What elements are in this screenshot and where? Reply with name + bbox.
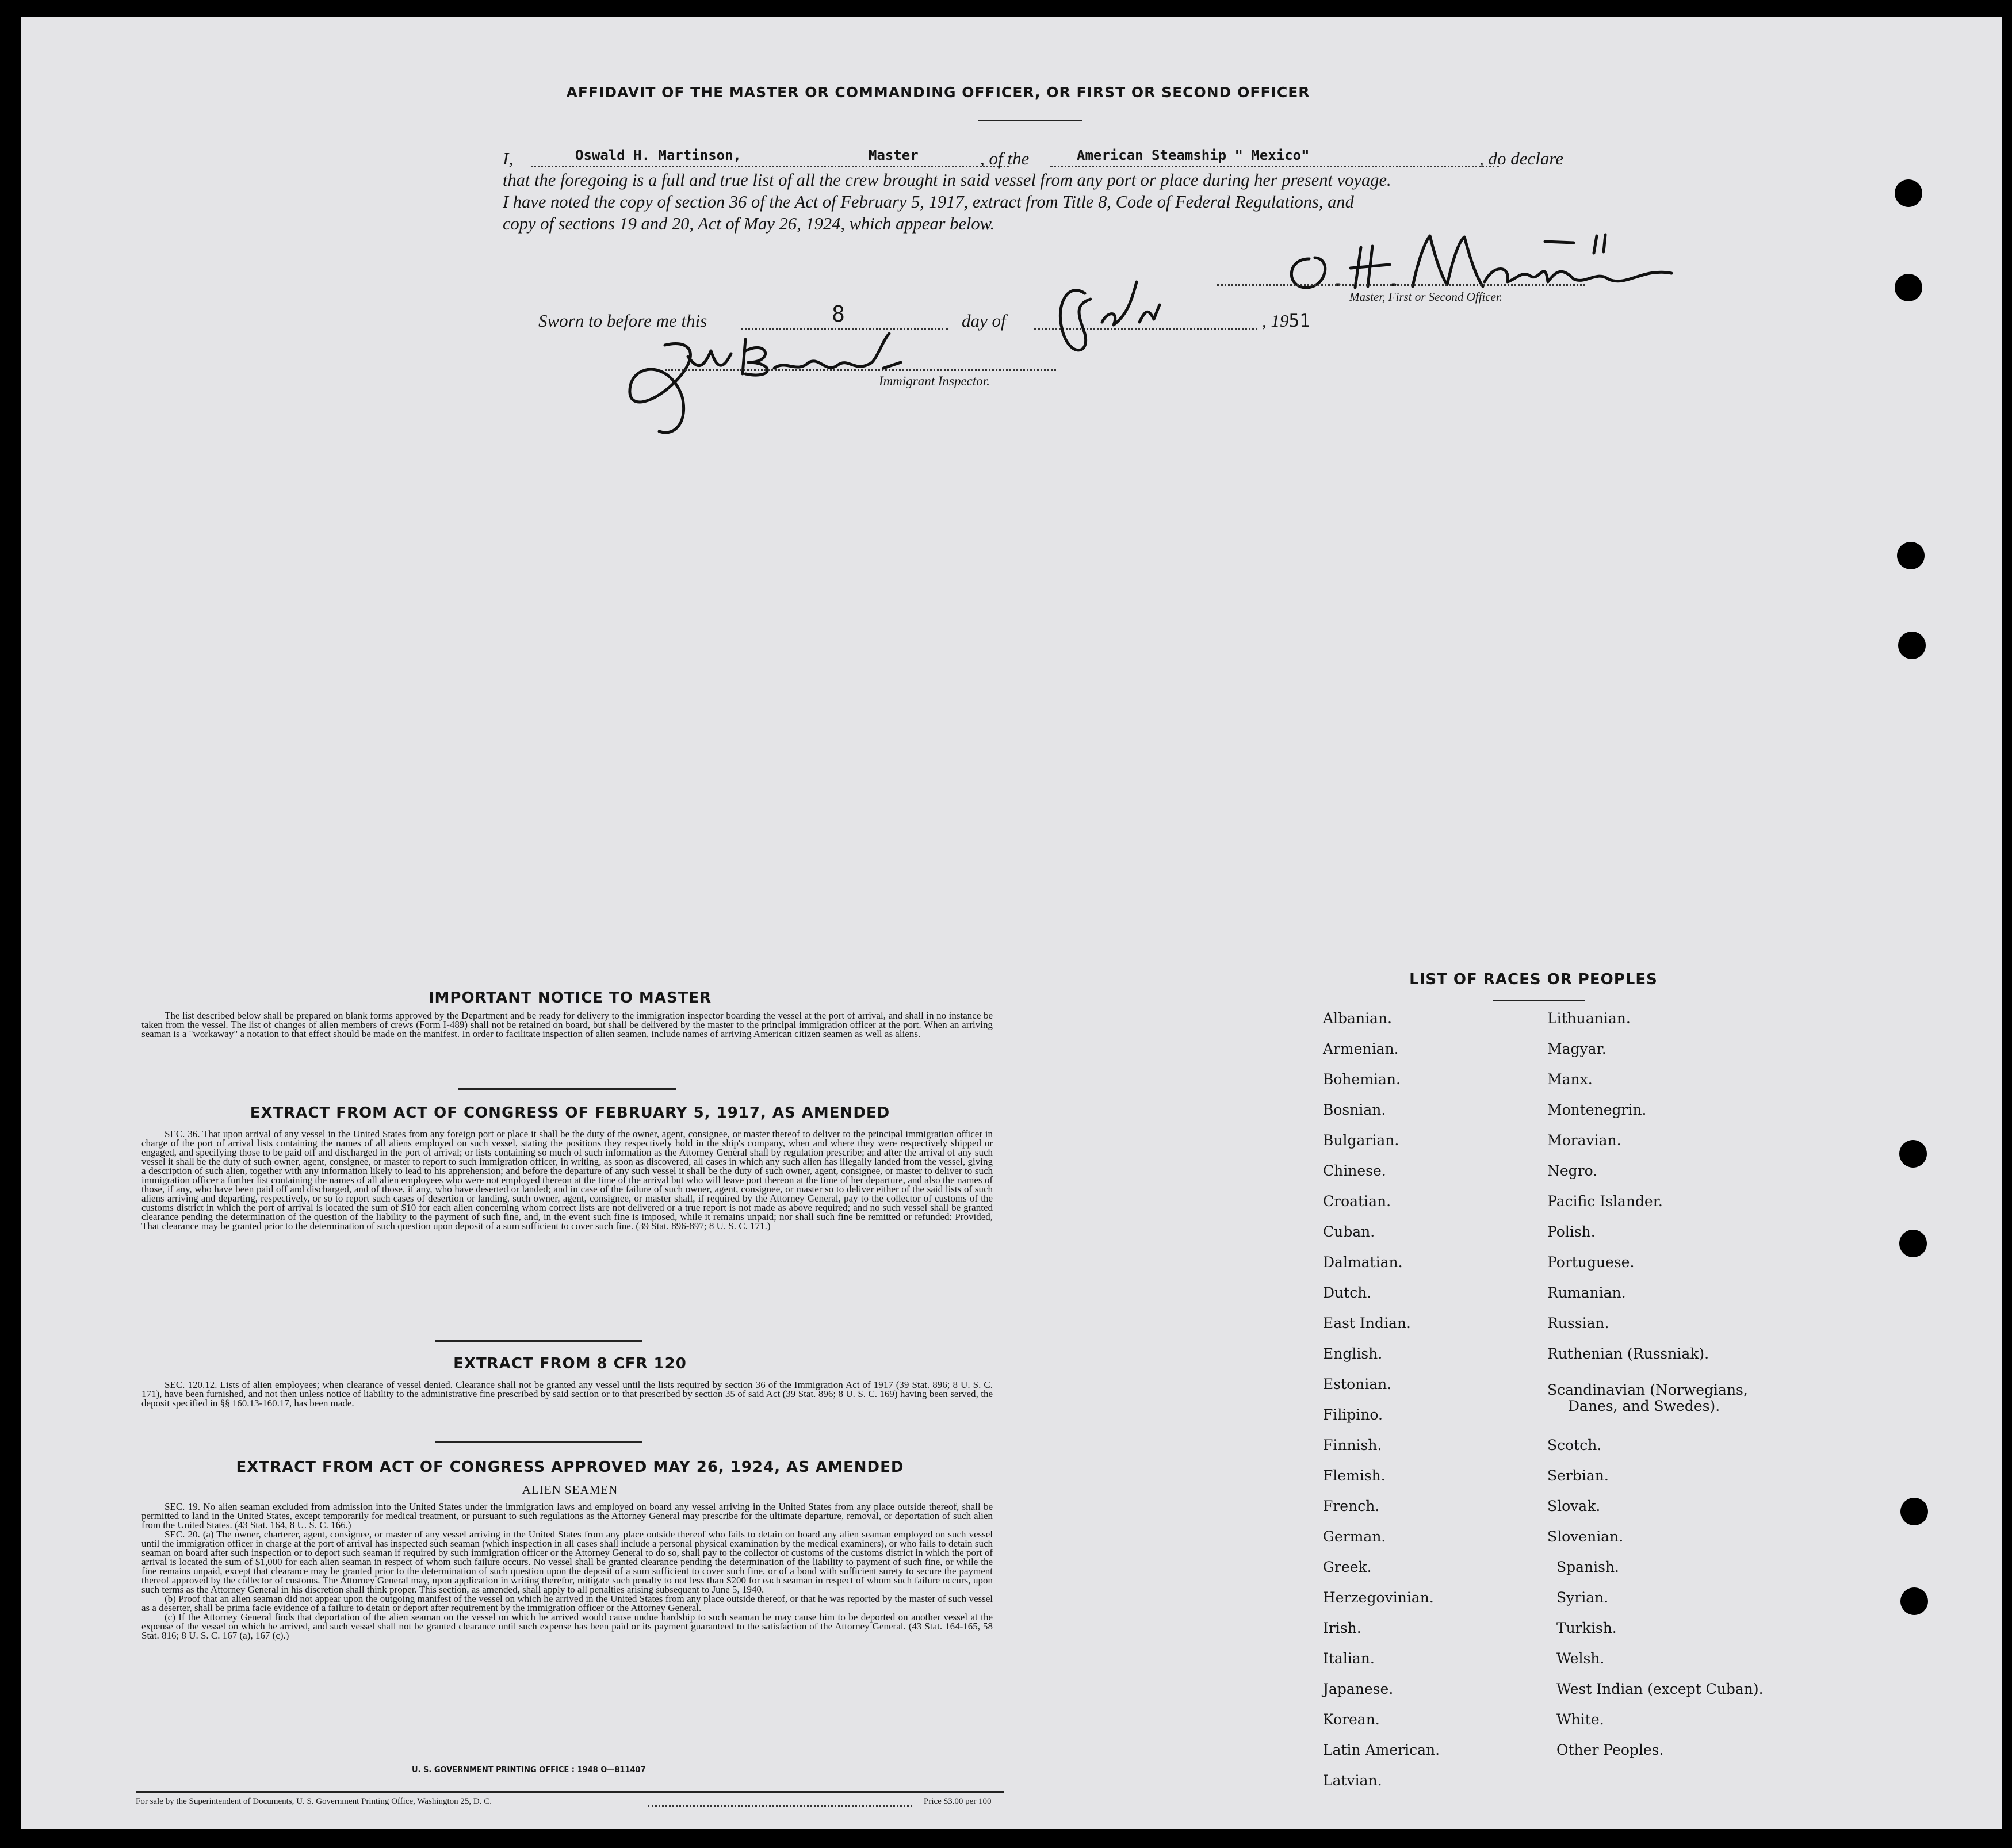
race-right-item: Ruthenian (Russniak). xyxy=(1547,1345,1709,1362)
vessel-line xyxy=(1050,166,1499,167)
race-left-item: Flemish. xyxy=(1323,1467,1386,1484)
race-left-item: Latin American. xyxy=(1323,1742,1440,1758)
race-left-item: Irish. xyxy=(1323,1620,1361,1636)
race-right-item: Portuguese. xyxy=(1547,1254,1635,1271)
binder-hole xyxy=(1898,632,1926,659)
race-left-item: Greek. xyxy=(1323,1559,1372,1575)
race-left-item: East Indian. xyxy=(1323,1315,1411,1332)
extract-1924-title: EXTRACT FROM ACT OF CONGRESS APPROVED MAY 26, 1924, AS AMENDED xyxy=(236,1459,904,1476)
race-right-item: Lithuanian. xyxy=(1547,1010,1631,1027)
do-declare-label: , do declare xyxy=(1479,148,1564,169)
race-left-item: Bosnian. xyxy=(1323,1101,1386,1118)
race-right-item: Other Peoples. xyxy=(1556,1742,1664,1758)
race-right-item: Slovak. xyxy=(1547,1498,1601,1514)
footer-dots xyxy=(648,1805,912,1807)
race-left-item: Albanian. xyxy=(1323,1010,1393,1027)
year-prefix: , 19 xyxy=(1262,311,1289,331)
races-title: LIST OF RACES OR PEOPLES xyxy=(1409,971,1658,988)
binder-hole xyxy=(1895,274,1922,301)
race-right-item: Russian. xyxy=(1547,1315,1609,1332)
printing-office: U. S. GOVERNMENT PRINTING OFFICE : 1948 O—811407 xyxy=(412,1766,646,1774)
year-suffix: 51 xyxy=(1288,311,1310,331)
footer-rule xyxy=(136,1791,1004,1793)
race-left-item: Herzegovinian. xyxy=(1323,1589,1434,1606)
of-the-label: , of the xyxy=(980,148,1030,169)
race-right-item: Pacific Islander. xyxy=(1547,1193,1663,1210)
sworn-label: Sworn to before me this xyxy=(538,311,707,331)
extract-1924-block xyxy=(141,1502,993,1640)
day-of-label: day of xyxy=(962,311,1006,331)
race-left-item: Latvian. xyxy=(1323,1772,1382,1789)
month-handwriting xyxy=(1045,270,1171,362)
race-left-item: German. xyxy=(1323,1528,1386,1545)
race-right-item: Polish. xyxy=(1547,1223,1596,1240)
race-left-item: Estonian. xyxy=(1323,1376,1392,1392)
race-right-item: Negro. xyxy=(1547,1162,1598,1179)
affidavit-title: AFFIDAVIT OF THE MASTER OR COMMANDING OFFICER, OR FIRST OR SECOND OFFICER xyxy=(566,84,1310,101)
race-left-item: Bohemian. xyxy=(1323,1071,1401,1088)
race-left-item: Japanese. xyxy=(1323,1681,1394,1697)
inspector-signature-line xyxy=(665,369,1056,371)
sec-20a-text: SEC. 20. (a) The owner, charterer, agent, consignee, or master of any vessel arriving in the United States from any place outside thereof who fails to detain on board any alien seaman employed on such vessel until the immigration officer in charge at the port of arrival has inspected such seaman (which inspection in all cases shall include a personal physical examination by the medical examiners), or who fails to detain such seaman on board after such inspection or to deport such seaman if required by such immigration officer or the Attorney General to do so, shall pay to the collector of customs of the customs district in which the port of arrival is located the sum of $1,000 for each alien seaman in respect of whom such failure occurs. No vessel shall be granted clearance pending the determination of the liability to payment of such fine, or while the fine remains unpaid, except that clearance may be granted prior to the determination of such question upon the deposit of a sum sufficient to cover such fine, or of a bond with sufficient surety to secure the payment thereof approved by the collector of customs. The Attorney General may, upon application in writing therefor, mitigate such penalty to not less than $200 for each seaman in respect of whom such failure occurs, upon such terms as the Attorney General in his discretion shall think proper. This section, as amended, shall apply to all penalties arising subsequent to June 5, 1940. xyxy=(141,1529,993,1595)
race-right-item: Scotch. xyxy=(1547,1437,1602,1453)
year-label xyxy=(1262,311,1310,331)
inspector-signature xyxy=(602,328,924,443)
master-rank: Master xyxy=(869,147,919,163)
manifest-page xyxy=(21,17,2002,1829)
title-rule xyxy=(978,120,1082,121)
sworn-day: 8 xyxy=(832,301,845,327)
race-left-item: Dutch. xyxy=(1323,1284,1372,1301)
extract-1917-block xyxy=(141,1130,993,1231)
extract-cfr-rule xyxy=(435,1441,642,1443)
footer-price: Price $3.00 per 100 xyxy=(924,1797,992,1806)
affidavit-i: I, xyxy=(503,148,514,169)
inspector-caption: Immigrant Inspector. xyxy=(879,374,990,388)
race-right-item: Slovenian. xyxy=(1547,1528,1624,1545)
binder-hole xyxy=(1899,1140,1927,1168)
extract-1917-title: EXTRACT FROM ACT OF CONGRESS OF FEBRUARY 5, 1917, AS AMENDED xyxy=(250,1104,890,1122)
race-right-item: Magyar. xyxy=(1547,1040,1606,1057)
affidavit-line-3: I have noted the copy of section 36 of the Act of February 5, 1917, extract from Title 8, Code of Federal Regulations, and xyxy=(503,192,1354,212)
name-line xyxy=(531,166,1009,167)
race-right-item: Scandinavian (Norwegians, xyxy=(1547,1382,1748,1398)
vessel-name: American Steamship " Mexico" xyxy=(1077,147,1310,163)
race-right-item: Moravian. xyxy=(1547,1132,1621,1149)
race-right-item: West Indian (except Cuban). xyxy=(1556,1681,1764,1697)
race-left-item: English. xyxy=(1323,1345,1383,1362)
binder-hole xyxy=(1895,179,1922,207)
race-left-item: French. xyxy=(1323,1498,1380,1514)
race-left-item: Filipino. xyxy=(1323,1406,1383,1423)
extract-1924-subtitle: ALIEN SEAMEN xyxy=(522,1483,618,1497)
race-right-item: Syrian. xyxy=(1556,1589,1609,1606)
binder-hole xyxy=(1899,1230,1927,1257)
race-left-item: Dalmatian. xyxy=(1323,1254,1403,1271)
race-right-item: Turkish. xyxy=(1556,1620,1617,1636)
affidavit-line-2: that the foregoing is a full and true list of all the crew brought in said vessel from any port or place during her present voyage. xyxy=(503,170,1391,190)
race-left-item: Korean. xyxy=(1323,1711,1380,1728)
race-left-item: Armenian. xyxy=(1323,1040,1399,1057)
race-left-item: Cuban. xyxy=(1323,1223,1375,1240)
extract-cfr-title: EXTRACT FROM 8 CFR 120 xyxy=(453,1355,687,1372)
notice-text: The list described below shall be prepared on blank forms approved by the Department and be ready for delivery to the immigration inspector boarding the vessel at the port of arrival, and shall in no instance be taken from the vessel. The list of changes of alien members of crews (Form I-489) shall not be retained on board, but shall be delivered by the master to the principal immigration officer at the port. When an arriving seaman is a "workaway" a notation to that effect should be made on the manifest. In order to facilitate inspection of alien seamen, include names of arriving American citizen seamen as well as aliens. xyxy=(141,1010,993,1039)
notice-title: IMPORTANT NOTICE TO MASTER xyxy=(428,989,712,1007)
race-right-item: Manx. xyxy=(1547,1071,1593,1088)
extract-cfr-block xyxy=(141,1380,993,1408)
race-right-item: Danes, and Swedes). xyxy=(1568,1398,1720,1414)
race-left-item: Finnish. xyxy=(1323,1437,1382,1453)
race-right-item: Montenegrin. xyxy=(1547,1101,1647,1118)
sec-20c-text: (c) If the Attorney General finds that deportation of the alien seaman on the vessel on which he arrived would cause undue hardship to such seaman he may cause him to be deported on another vessel at the expense of the vessel on which he arrived, and such vessel shall not be granted clearance until such expense has been paid or its payment guaranteed to the satisfaction of the Attorney General. (43 Stat. 164-165, 58 Stat. 816; 8 U. S. C. 167 (a), 167 (c).) xyxy=(141,1612,993,1641)
race-left-item: Italian. xyxy=(1323,1650,1375,1667)
notice-block xyxy=(141,1011,993,1039)
extract-1917-text: SEC. 36. That upon arrival of any vessel in the United States from any foreign port or place it shall be the duty of the owner, agent, consignee, or master thereof to deliver to the principal immigration officer in charge of the port of arrival lists containing the names of all aliens employed on such vessel, stating the positions they respectively hold in the ship's company, when and where they were respectively shipped or engaged, and specifying those to be paid off and discharged in the port of arrival; or lists containing so much of such information as the Attorney General shall by regulation prescribe; and after the arrival of any such vessel it shall be the duty of such owner, agent, consignee, or master to report to such immigration officer, in writing, as soon as discovered, all cases in which any such alien has illegally landed from the vessel, giving a description of such alien, together with any information likely to lead to his apprehension; and before the departure of any such vessel it shall be the duty of such owner, agent, consignee, or master to deliver to such immigration officer a further list containing the names of all alien employees who were not employed thereon at the time of the arrival but who will leave port thereon at the time of her departure, and also the names of those, if any, who have been paid off and discharged, and of those, if any, who have deserted or landed; and in case of the failure of such owner, agent, consignee, or master so to deliver either of the said lists of such aliens arriving and departing, respectively, or so to report such cases of desertion or landing, such owner, agent, consignee, or master shall, if required by the Attorney General, pay to the collector of customs of the customs district in which the port of arrival is located the sum of $10 for each alien concerning whom correct lists are not delivered or a true report is not made as above required; and no such vessel shall be granted clearance pending the determination of the question of the liability to the payment of such fine, and, in the event such fine is imposed, while it remains unpaid; nor shall such fine be remitted or refunded: Provided, That clearance may be granted prior to the determination of such question upon deposit of a sum sufficient to cover such fine. (39 Stat. 896-897; 8 U. S. C. 171.) xyxy=(141,1128,993,1231)
races-rule xyxy=(1493,1000,1585,1001)
master-name: Oswald H. Martinson, xyxy=(575,147,741,163)
master-caption: Master, First or Second Officer. xyxy=(1349,290,1502,304)
binder-hole xyxy=(1900,1498,1928,1525)
race-right-item: Rumanian. xyxy=(1547,1284,1626,1301)
affidavit-line-4: copy of sections 19 and 20, Act of May 26, 1924, which appear below. xyxy=(503,214,995,234)
master-signature-line xyxy=(1217,284,1585,286)
race-left-item: Chinese. xyxy=(1323,1162,1386,1179)
master-signature xyxy=(1275,224,1689,299)
binder-hole xyxy=(1897,542,1925,569)
race-right-item: Serbian. xyxy=(1547,1467,1609,1484)
binder-hole xyxy=(1900,1587,1928,1615)
extract-cfr-text: SEC. 120.12. Lists of alien employees; when clearance of vessel denied. Clearance shall not be granted any vessel until the lists required by section 36 of the Immigration Act of 1917 (39 Stat. 896; 8 U. S. C. 171), have been furnished, and not then unless notice of liability to the administrative fine prescribed by said section or to that prescribed by section 35 of said Act (39 Stat. 896; 8 U. S. C. 169) having been served, the deposit specified in §§ 160.13-160.17, has been made. xyxy=(141,1379,993,1409)
sec-19-text: SEC. 19. No alien seaman excluded from admission into the United States under the immigration laws and employed on board any vessel arriving in the United States from any place outside thereof, shall be permitted to land in the United States, except temporarily for medical treatment, or pursuant to such regulations as the Attorney General may prescribe for the ultimate departure, removal, or deportation of such alien from the United States. (43 Stat. 164, 8 U. S. C. 166.) xyxy=(141,1501,993,1531)
race-left-item: Croatian. xyxy=(1323,1193,1391,1210)
notice-rule xyxy=(458,1088,676,1090)
race-right-item: White. xyxy=(1556,1711,1604,1728)
race-left-item: Bulgarian. xyxy=(1323,1132,1399,1149)
race-right-item: Spanish. xyxy=(1556,1559,1620,1575)
extract-1917-rule xyxy=(435,1340,642,1342)
footer-sale: For sale by the Superintendent of Documents, U. S. Government Printing Office, Washington 25, D. C. xyxy=(136,1797,492,1806)
sec-20b-text: (b) Proof that an alien seaman did not appear upon the outgoing manifest of the vessel on which he arrived in the United States from any place outside thereof, or that he was reported by the master of such vessel as a deserter, shall be prima facie evidence of a failure to detain or deport after requirement by the immigration officer or the Attorney General. xyxy=(141,1593,993,1613)
race-right-item: Welsh. xyxy=(1556,1650,1605,1667)
